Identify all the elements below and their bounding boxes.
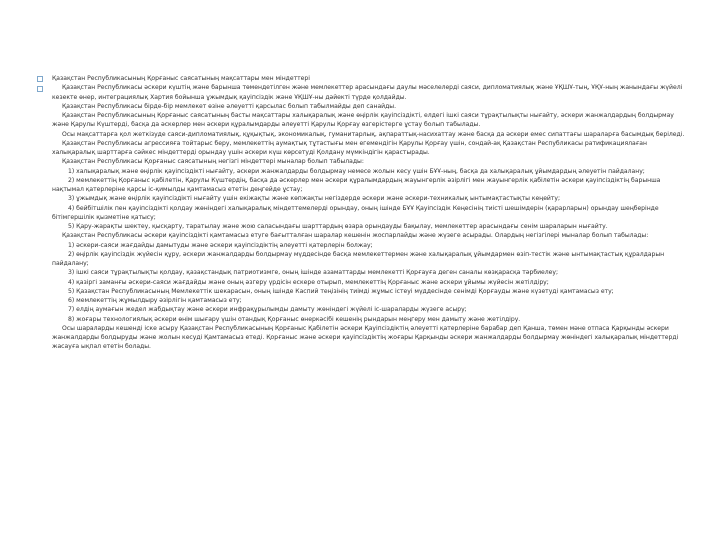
bullet-marker-2 bbox=[37, 86, 43, 92]
list-item: 8) жоғары технологиялық әскери өнім шығару үшін отандық Қорғаныс өнеркәсібі кешенің рындарын меңгеру мен дамыту және жетілдіру. bbox=[68, 315, 521, 323]
list-item: 7) елдің аумағын жедел жабдықтау және әскери инфрақұрылымды дамыту жөніндегі жүйелі іс-шараларды жүзеге асыру; bbox=[68, 306, 467, 314]
list-item: 5) Қазақстан Республикасының Мемлекеттік шекарасын, оның ішінде Каспий теңізінің тиімді жұмыс істеуі мүддесінде сенімді Қорғауды және күзетуді қамтамасыз ету; bbox=[68, 287, 614, 295]
document-body bbox=[52, 74, 692, 352]
paragraph: Қазақстан Республикасының Қорғаныс саясатының басты мақсаттары халықаралық және өңірлік қауіпсіздікті, елдегі ішкі саяси тұрақтылықты нығайту, әскери жанжалдардың болдырмау және Қарулы Күштерді, басқа да әскерлер мен әскери құралымдарды әлеуетті Қарулы Қорғау өзгерістерге ұстау болып табылады. bbox=[52, 112, 674, 129]
list-item: 3) ішкі саяси тұрақтылықты қолдау, қазақстандық патриотизмге, оның ішінде азаматтарды мемлекетті Қорғауға деген саналы көзқарасқа тәрбиелеу; bbox=[68, 269, 559, 277]
paragraph: Осы мақсаттарға қол жеткізуде саяси-дипломатиялық, құқықтық, экономикалық, гуманитарлық, ақпараттық-насихаттау және басқа да әскери емес сипаттағы шараларға басымдық беріледі. bbox=[62, 130, 685, 138]
paragraph: Қазақстан Республикасы әскери қауіпсіздікті қамтамасыз етуге бағытталған шаралар кешенін жоспарлайды және жүзеге асырады. Олардың негізгілері мыналар болып табылады: bbox=[62, 232, 649, 240]
paragraph: Қазақстан Республикасы бірде-бір мемлекет өзіне әлеуетті қарсылас болып табылмайды деп санайды. bbox=[62, 102, 396, 110]
list-item: 2) өңірлік қауіпсіздік жүйесін құру, әскери жанжалдарды болдырмау мүддесінде басқа мемлекеттермен және халықаралық ұйымдармен өзіп-тестік және ынтымақтастық құралдарын пайдалану; bbox=[52, 250, 665, 267]
list-item: 4) қазіргі заманғы әскери-саяси жағдайды және оның әзгеру үрдісін ескере отырып, мемлекеттің Қорғаныс және әскери ұйымы жүйесін жетілдіру; bbox=[68, 278, 549, 286]
list-item: 5) Қару-жарақты шектеу, қысқарту, таратылау және жою саласындағы шарттардың өзара орындауды бақылау, мемлекеттер арасындағы сенім шараларын нығайту. bbox=[68, 223, 608, 230]
section-heading: Қазақстан Республикасының Қорғаныс саясатының мақсаттары мен міндеттері bbox=[52, 75, 310, 82]
list-item: 1) халықаралық және өңірлік қауіпсіздікті нығайту, әскери жанжалдарды болдырмау немесе жолын кесу үшін БҰҰ-ның, басқа да халықаралық ұйымдардың әлеуетін пайдалану; bbox=[68, 167, 645, 175]
paragraph: Қазақстан Республикасы әскери күштің және барынша төмендетілген және мемлекеттер арасындағы даулы мәселелерді саяси, дипломатиялық және ҰҚШҰ-тың, ҰҚҰ-ның жанындағы жүйелі кезекте өнер, интеграциялық Хартия бойынша ұжымдық қауіпсіздік және ҰҚШҰ-ны дәйекті түрде қолдайды. bbox=[52, 84, 683, 101]
list-item: 4) бейбітшілік пен қауіпсіздікті қолдау жөніндегі халықаралық міндеттемелерді орындау, оның ішінде БҰҰ Қауіпсіздік Кеңесінің тиісті шешімдерін (қарарларын) орындау шеңберінде бітімгершілік қызметіне қатысу; bbox=[52, 204, 659, 221]
paragraph: Қазақстан Республикасы агрессияға тойтарыс беру, мемлекеттің аумақтық тұтастығы мен егемендігін Қарулы Қорғау үшін, сондай-ақ Қазақстан Республикасы ратификациялаған халықаралық шарттарға сәйкес міндеттерді орындау үшін әскери күш көрсетуді Қолдану мүмкіндігін қарастырады. bbox=[52, 139, 647, 156]
paragraph: Осы шараларды кешенді іске асыру Қазақстан Республикасының Қорғаныс Қабілетін әскери Қауіпсіздіктің әлеуетті қатерлеріне барабар деп Қанша, төмен мәне отпаса Қарқынды әскери жанжалдарды болдыруды және жолын кесуді Қамтамасыз етеді. Қорғаныс және әскери қауіпсіздіктің жоғары Қарқынды әскери жанжалдарды болдырмау жөніндегі халықаралық міндеттерді жасауға ықпал ететін болады. bbox=[52, 324, 679, 351]
list-item: 3) ұжымдық және өңірлік қауіпсіздікті нығайту үшін екіжақты және көпжақты негіздерде әскери және әскери-техникалық ынтымақтастықты кеңейту; bbox=[68, 195, 561, 203]
list-item: 1) әскери-саяси жағдайды дамытуды және әскери қауіпсіздіктің әлеуетті қатерлерін болжау; bbox=[68, 241, 373, 249]
paragraph: Қазақстан Республикасы Қорғаныс саясатының негізгі міндеттері мыналар болып табылады: bbox=[62, 158, 364, 166]
list-item: 6) мемлекеттің жұмылдыру әзірлігін қамтамасыз ету; bbox=[68, 297, 242, 304]
bullet-marker-1 bbox=[37, 76, 43, 82]
list-item: 2) мемлекеттің Қорғаныс қабілетін, Қарулы Күштердің, басқа да әскерлер мен әскери құралымдардың жауынгерлік әзірлігі мен жауынгерлік қабілетін әскери қауіпсіздіктің барынша нақтымал қатерлеріне қарсы іс-қимылды қамтамасыз ететін деңгейде ұстау; bbox=[52, 176, 661, 193]
